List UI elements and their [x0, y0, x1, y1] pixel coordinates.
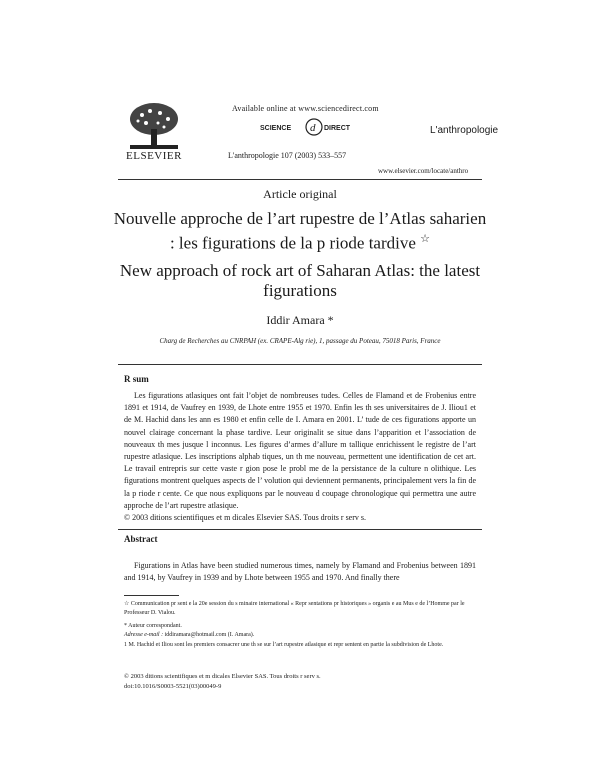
abstract-paragraph: Figurations in Atlas have been studied numerous times, namely by Flamand and Frobenius between 1891 and 1914, by Vaufrey in 1939 and by Lhote between 1955 and 1970. And finally there	[124, 561, 476, 583]
email-value[interactable]: iddiramara@hotmail.com (I. Amara).	[164, 632, 255, 638]
article-type: Article original	[263, 187, 337, 201]
sciencedirect-logo	[258, 118, 370, 136]
author-affiliation: Charg de Recherches au CNRPAH (ex. CRAPE-Alg rie), 1, passage du Poteau, 75018 Paris, France	[159, 337, 441, 345]
bottom-block	[124, 672, 321, 691]
title-french-text: Nouvelle approche de l’art rupestre de l’Atlas saharien : les figurations de la p riode tardive	[113, 209, 487, 253]
footnote-rule	[124, 595, 179, 596]
available-online-text: Available online at www.sciencedirect.com	[232, 104, 379, 113]
resume-heading: R sum	[124, 374, 149, 384]
resume-body	[124, 390, 476, 512]
sd-logo-left: SCIENCE	[260, 125, 292, 132]
footnote-1	[124, 641, 476, 650]
author-name: Iddir Amara *	[266, 313, 334, 327]
abstract-heading: Abstract	[124, 534, 158, 544]
title-english: New approach of rock art of Saharan Atlas: the latest figurations	[119, 261, 481, 300]
footnote-star	[124, 600, 476, 618]
footnote-corresponding-text: * Auteur correspondant.	[124, 623, 182, 629]
doi[interactable]: doi:10.1016/S0003-5521(03)00049-9	[124, 682, 222, 690]
title-french	[110, 209, 490, 254]
publisher-name: ELSEVIER	[126, 150, 182, 162]
sd-logo-right: DIRECT	[324, 125, 351, 132]
journal-citation: L'anthropologie 107 (2003) 533–557	[228, 151, 347, 160]
footnote-star-text: ☆ Communication pr sent e la 20e session du s minaire international « Repr sentations pr historiques » organis e au Mus e de l’Homme par le Professeur D. Vialou.	[124, 601, 465, 616]
section-rule	[118, 529, 482, 530]
header-rule	[118, 179, 482, 180]
resume-copyright: © 2003 ditions scientifiques et m dicales Elsevier SAS. Tous droits r serv s.	[124, 513, 367, 522]
journal-url[interactable]: www.elsevier.com/locate/anthro	[378, 167, 469, 175]
bottom-copyright: © 2003 ditions scientifiques et m dicales Elsevier SAS. Tous droits r serv s.	[124, 673, 321, 680]
email-label: Adresse e-mail :	[124, 632, 164, 638]
footnote-email	[124, 631, 476, 640]
abstract-body	[124, 560, 476, 584]
svg-text:d: d	[310, 122, 316, 134]
elsevier-tree-logo	[124, 101, 184, 151]
abstract-rule	[118, 364, 482, 365]
footnote-1-text: 1 M. Hachid et Iliou sont les premiers consacrer une th se sur l’art rupestre atlasique et repr sentent en partie la subdivision de Lhote.	[124, 642, 444, 648]
journal-logo: L'anthropologie	[430, 125, 499, 136]
resume-paragraph: Les figurations atlasiques ont fait l’objet de nombreuses tudes. Celles de Flamand et de Frobenius entre 1891 et 1914, de Vaufrey en 1939, de Lhote entre 1955 et 1970. Enfin les th ses universitaires de J. Iliou1 et de M. Hachid dans les ann es 1980 et enfin celle de I. Amara en 2001. L’ tude de ces figurations apporte un nouvel clairage concernant la phase tardive. Leur originalit se situe dans l’apparition et l’association de nouveaux th mes jusque l inconnus. Les figures d’armes d’allure m tallique enrichissent le registre de l’art rupestre atlasique. Les inscriptions alphab tiques, un th me nouveau, permettent une identification de cet art. Le travail entrepris sur cette vaste r gion pose le probl me de la persistance de la culture n olithique. Les figurations montrent quelques aspects de l’ volution qui deviennent permanents, principalement vers la fin de la p riode r cente. Ce que nous expliquons par le nouveau d coupage chronologique qui permettra une autre approche de l’art rupestre atlasique.	[124, 391, 476, 510]
footnote-corresponding	[124, 622, 476, 631]
title-note-mark[interactable]: ☆	[420, 233, 431, 245]
